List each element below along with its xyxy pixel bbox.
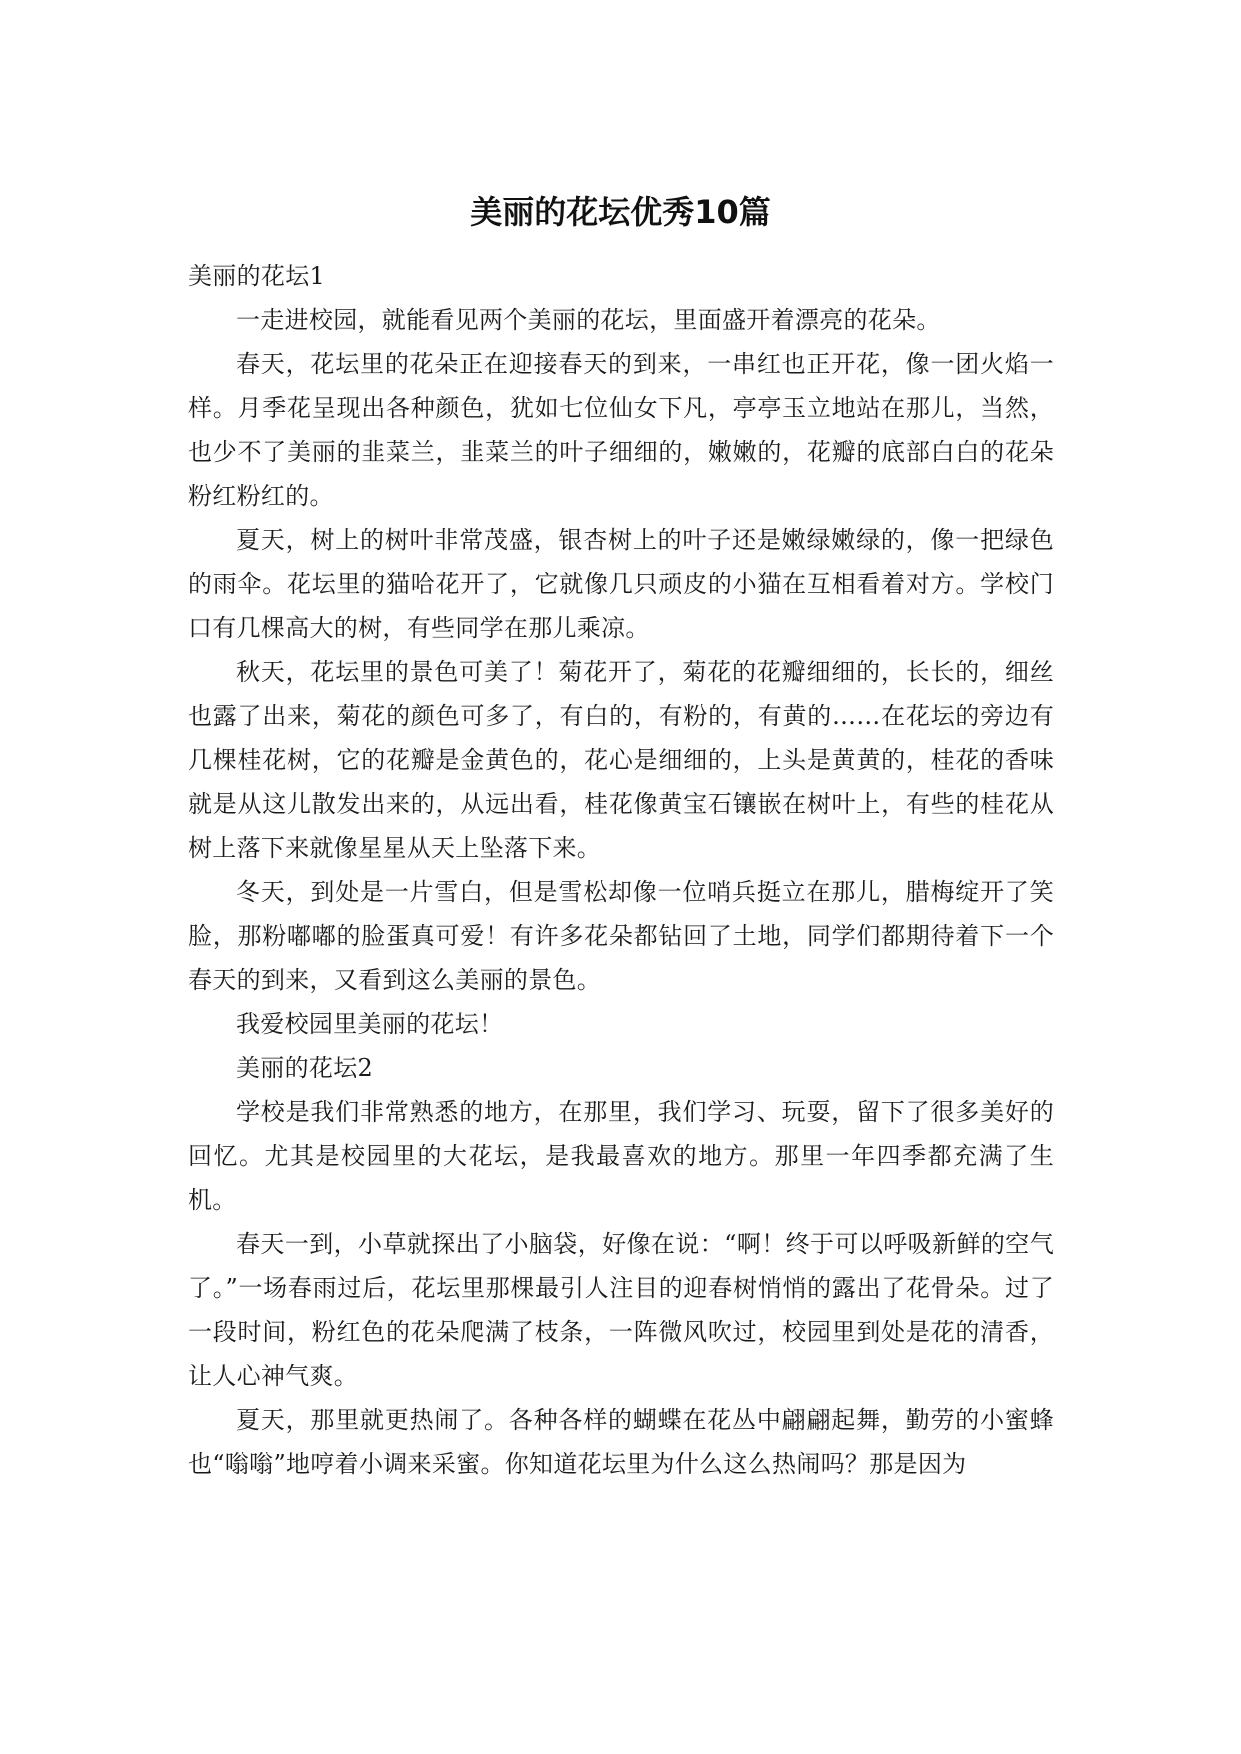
paragraph: 秋天，花坛里的景色可美了！菊花开了，菊花的花瓣细细的，长长的，细丝也露了出来，菊花的颜色可多了，有白的，有粉的，有黄的……在花坛的旁边有几棵桂花树，它的花瓣是金黄色的，花心是细细的，上头是黄黄的，桂花的香味就是从这儿散发出来的，从远出看，桂花像黄宝石镶嵌在树叶上，有些的桂花从树上落下来就像星星从天上坠落下来。 <box>188 658 1054 862</box>
paragraph: 冬天，到处是一片雪白，但是雪松却像一位哨兵挺立在那儿，腊梅绽开了笑脸，那粉嘟嘟的脸蛋真可爱！有许多花朵都钻回了土地，同学们都期待着下一个春天的到来，又看到这么美丽的景色。 <box>188 878 1054 994</box>
paragraph: 学校是我们非常熟悉的地方，在那里，我们学习、玩耍，留下了很多美好的回忆。尤其是校园里的大花坛，是我最喜欢的地方。那里一年四季都充满了生机。 <box>188 1098 1054 1214</box>
paragraph: 夏天，树上的树叶非常茂盛，银杏树上的叶子还是嫩绿嫩绿的，像一把绿色的雨伞。花坛里的猫哈花开了，它就像几只顽皮的小猫在互相看着对方。学校门口有几棵高大的树，有些同学在那儿乘凉。 <box>188 526 1054 642</box>
document-body <box>188 254 1054 1486</box>
paragraph: 夏天，那里就更热闹了。各种各样的蝴蝶在花丛中翩翩起舞，勤劳的小蜜蜂也“嗡嗡”地哼着小调来采蜜。你知道花坛里为什么这么热闹吗？那是因为 <box>188 1406 1054 1478</box>
paragraph: 春天，花坛里的花朵正在迎接春天的到来，一串红也正开花，像一团火焰一样。月季花呈现出各种颜色，犹如七位仙女下凡，亭亭玉立地站在那儿，当然，也少不了美丽的韭菜兰，韭菜兰的叶子细细的，嫩嫩的，花瓣的底部白白的花朵粉红粉红的。 <box>188 350 1054 510</box>
paragraph: 一走进校园，就能看见两个美丽的花坛，里面盛开着漂亮的花朵。 <box>236 306 941 334</box>
paragraph: 春天一到，小草就探出了小脑袋，好像在说：“啊！终于可以呼吸新鲜的空气了。”一场春雨过后，花坛里那棵最引人注目的迎春树悄悄的露出了花骨朵。过了一段时间，粉红色的花朵爬满了枝条，一阵微风吹过，校园里到处是花的清香，让人心神气爽。 <box>188 1230 1054 1390</box>
section-heading-2: 美丽的花坛2 <box>236 1054 374 1082</box>
paragraph: 我爱校园里美丽的花坛！ <box>236 1010 504 1038</box>
section-heading-1: 美丽的花坛1 <box>188 262 326 290</box>
document-title: 美丽的花坛优秀10篇 <box>470 193 771 231</box>
